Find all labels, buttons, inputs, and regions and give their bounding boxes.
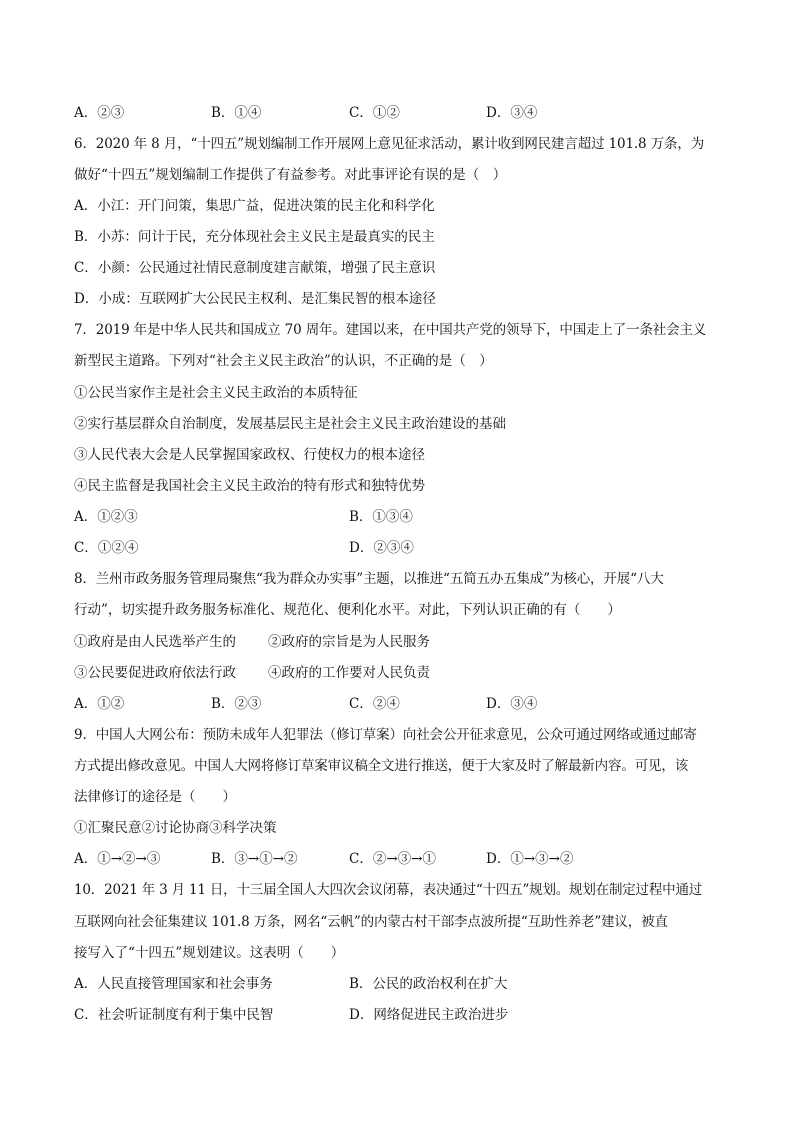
q8-statement-2: ②政府的宗旨是为人民服务 bbox=[268, 634, 430, 650]
q8-stem-line2: 行动”，切实提升政务服务标准化、规范化、便利化水平。对此，下列认识正确的有（ ） bbox=[74, 602, 621, 618]
q7-statement-3: ③人民代表大会是人民掌握国家政权、行使权力的根本途径 bbox=[74, 447, 425, 463]
q7-statement-4: ④民主监督是我国社会主义民主政治的特有形式和独特优势 bbox=[74, 478, 425, 494]
q9-option-c: C．②→③→① bbox=[349, 851, 436, 867]
q8-stem-line1: 8．兰州市政务服务管理局聚焦“我为群众办实事”主题，以推进“五简五办五集成”为核心，开展“八大 bbox=[74, 571, 664, 587]
q7-statement-1: ①公民当家作主是社会主义民主政治的本质特征 bbox=[74, 385, 358, 401]
q9-stem-line2: 方式提出修改意见。中国人大网将修订草案审议稿全文进行推送，便于大家及时了解最新内容。可见，该 bbox=[74, 758, 689, 774]
q9-stem-line1: 9．中国人大网公布：预防未成年人犯罪法（修订草案）向社会公开征求意见，公众可通过网络或通过邮寄 bbox=[74, 727, 697, 743]
q7-option-d: D．②③④ bbox=[349, 540, 414, 556]
q8-option-c: C．②④ bbox=[349, 696, 400, 712]
q10-option-b: B．公民的政治权利在扩大 bbox=[349, 976, 508, 992]
q7-option-b: B．①③④ bbox=[349, 509, 413, 525]
q9-stem-line3: 法律修订的途径是（ ） bbox=[74, 789, 236, 805]
q10-option-d: D．网络促进民主政治进步 bbox=[349, 1007, 509, 1023]
q7-stem-line1: 7．2019 年是中华人民共和国成立 70 周年。建国以来，在中国共产党的领导下，中国走上了一条社会主义 bbox=[74, 322, 707, 338]
q7-option-c: C．①②④ bbox=[74, 540, 139, 556]
q10-stem-line1: 10．2021 年 3 月 11 日，十三届全国人大四次会议闭幕，表决通过“十四五”规划。规划在制定过程中通过 bbox=[74, 882, 703, 898]
q8-option-d: D．③④ bbox=[486, 696, 538, 712]
q6-option-d: D．小成：互联网扩大公民民主权利、是汇集民智的根本途径 bbox=[74, 291, 436, 307]
q7-option-a: A．①②③ bbox=[74, 509, 138, 525]
q10-option-c: C．社会听证制度有利于集中民智 bbox=[74, 1007, 274, 1023]
q6-option-a: A．小江：开门问策，集思广益，促进决策的民主化和科学化 bbox=[74, 198, 435, 214]
q7-statement-2: ②实行基层群众自治制度，发展基层民主是社会主义民主政治建设的基础 bbox=[74, 416, 506, 432]
q8-statement-4: ④政府的工作要对人民负责 bbox=[268, 665, 430, 681]
q8-option-b: B．②③ bbox=[211, 696, 262, 712]
q10-stem-line3: 接写入了“十四五”规划建议。这表明（ ） bbox=[74, 945, 345, 961]
q5-option-c: C．①② bbox=[349, 105, 400, 121]
q6-stem-line1: 6．2020 年 8 月，“十四五”规划编制工作开展网上意见征求活动，累计收到网民建言超过 101.8 万条，为 bbox=[74, 136, 705, 152]
q6-option-b: B．小苏：问计于民，充分体现社会主义民主是最真实的民主 bbox=[74, 229, 435, 245]
q10-stem-line2: 互联网向社会征集建议 101.8 万条，网名“云帆”的内蒙古村干部李点波所提“互助性养老”建议，被直 bbox=[74, 914, 668, 930]
q6-stem-line2: 做好“十四五”规划编制工作提供了有益参考。对此事评论有误的是（ ） bbox=[74, 167, 507, 183]
q6-option-c: C．小颜：公民通过社情民意制度建言献策，增强了民主意识 bbox=[74, 260, 436, 276]
q5-option-a: A．②③ bbox=[74, 105, 125, 121]
q5-option-b: B．①④ bbox=[211, 105, 262, 121]
q9-option-a: A．①→②→③ bbox=[74, 851, 161, 867]
q7-stem-line2: 新型民主道路。下列对“社会主义民主政治”的认识，不正确的是（ ） bbox=[74, 353, 493, 369]
q8-statement-1: ①政府是由人民选举产生的 bbox=[74, 634, 236, 650]
q8-statement-3: ③公民要促进政府依法行政 bbox=[74, 665, 236, 681]
q9-statements: ①汇聚民意②讨论协商③科学决策 bbox=[74, 820, 277, 836]
q9-option-b: B．③→①→② bbox=[211, 851, 298, 867]
q9-option-d: D．①→③→② bbox=[486, 851, 574, 867]
q10-option-a: A．人民直接管理国家和社会事务 bbox=[74, 976, 273, 992]
q5-option-d: D．③④ bbox=[486, 105, 538, 121]
q8-option-a: A．①② bbox=[74, 696, 125, 712]
